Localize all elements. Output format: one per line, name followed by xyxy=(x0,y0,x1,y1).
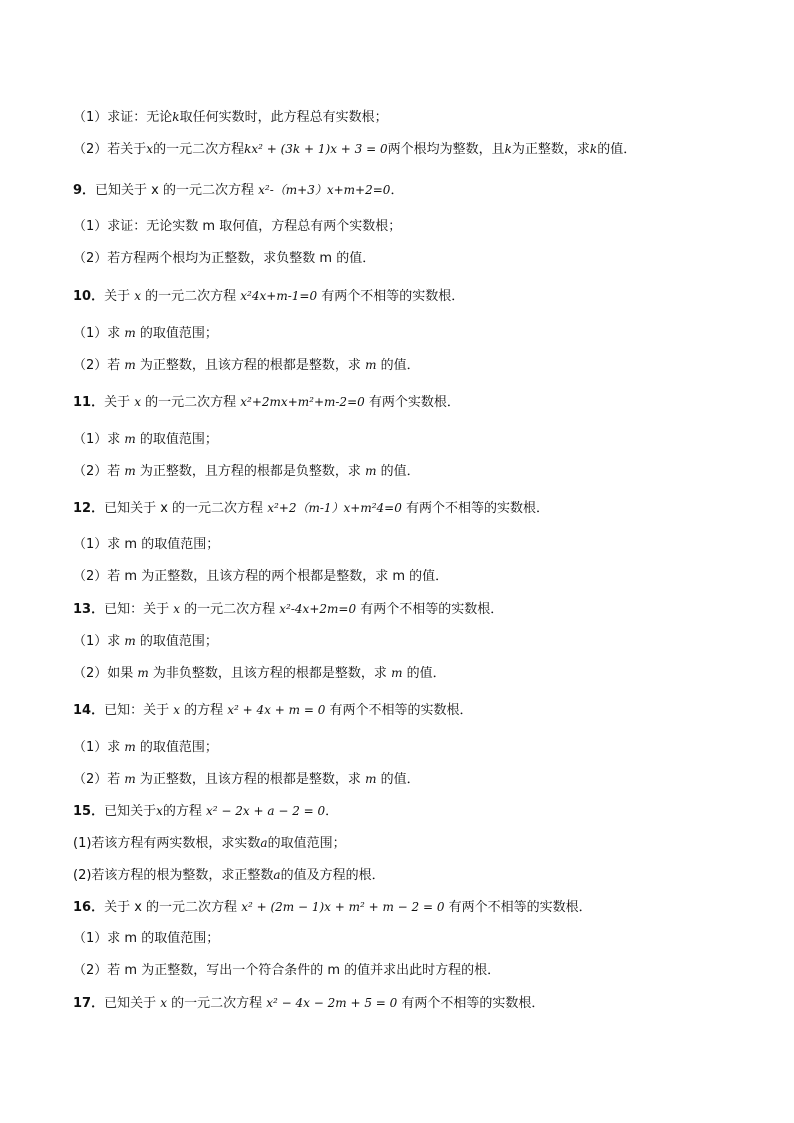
math-expression: m xyxy=(124,740,136,754)
math-expression: x² − 4x − 2m + 5 = 0 xyxy=(266,996,398,1010)
line-text: 已知关于 x 的一元二次方程 xyxy=(104,501,268,516)
math-expression: m xyxy=(365,772,377,786)
line-text: 的取值范围； xyxy=(135,432,218,447)
math-expression: m xyxy=(365,464,377,478)
line-text: （1）求 xyxy=(73,326,125,341)
line-text: 的取值范围； xyxy=(267,836,346,851)
line-text: 为正整数，求 xyxy=(511,142,590,157)
question-line xyxy=(73,181,403,200)
math-expression: k xyxy=(589,142,598,156)
question-number: 11． xyxy=(73,395,105,410)
question-line xyxy=(73,287,464,306)
line-text: （1）求证：无论实数 m 取何值，方程总有两个实数根； xyxy=(73,219,402,234)
line-text: 的一元二次方程 xyxy=(167,996,267,1011)
sub-question-line xyxy=(73,218,401,236)
sub-question-line xyxy=(73,108,388,127)
line-text: 的值． xyxy=(376,772,420,787)
line-text: 关于 xyxy=(104,289,135,304)
question-line xyxy=(73,802,338,821)
question-line xyxy=(73,600,503,619)
line-text: 的方程 xyxy=(162,804,207,819)
line-text: （2）若 xyxy=(73,464,125,479)
line-text: 有两个不相等的实数根． xyxy=(397,996,545,1011)
line-text: 有两个实数根． xyxy=(364,395,460,410)
question-number: 9． xyxy=(73,183,96,198)
question-line xyxy=(73,701,472,720)
math-expression: kx² + (3k + 1)x + 3 = 0 xyxy=(244,142,388,156)
question-line xyxy=(73,898,592,917)
question-number: 13． xyxy=(73,602,105,617)
sub-question-line xyxy=(73,324,218,343)
math-expression: a xyxy=(260,836,268,850)
line-text: （2）如果 xyxy=(73,666,138,681)
line-text: （2）若 m 为正整数，且该方程的两个根都是整数，求 m 的值． xyxy=(73,569,449,584)
line-text: （1）求证：无论 xyxy=(73,110,173,125)
math-expression: m xyxy=(124,432,136,446)
line-text: 的一元二次方程 xyxy=(153,142,245,157)
math-expression: x² + (2m − 1)x + m² + m − 2 = 0 xyxy=(241,900,445,914)
math-expression: m xyxy=(124,634,136,648)
math-expression: k xyxy=(504,142,512,156)
question-number: 10． xyxy=(73,289,105,304)
line-text: （1）求 xyxy=(73,432,125,447)
line-text: （2）若关于 xyxy=(73,142,147,157)
sub-question-line xyxy=(73,356,420,375)
math-expression: x xyxy=(134,395,142,409)
line-text: 的值． xyxy=(376,464,420,479)
line-text: 关于 x 的一元二次方程 xyxy=(104,900,242,915)
line-text: 有两个不相等的实数根． xyxy=(356,602,504,617)
line-text: 关于 xyxy=(104,395,135,410)
line-text: 已知关于 x 的一元二次方程 xyxy=(95,183,259,198)
math-expression: x xyxy=(146,142,154,156)
math-expression: x xyxy=(160,996,168,1010)
line-text: 的值． xyxy=(597,142,637,157)
math-expression: m xyxy=(124,464,136,478)
sub-question-line xyxy=(73,962,500,980)
math-expression: x xyxy=(156,804,163,818)
line-text: 两个根均为整数，且 xyxy=(387,142,505,157)
line-text: （2）若方程两个根均为正整数，求负整数 m 的值． xyxy=(73,251,376,266)
line-text: (2)若该方程的根为整数，求正整数 xyxy=(73,868,274,883)
math-expression: x²-（m+3）x+m+2=0 xyxy=(258,183,391,197)
line-text: 已知关于 xyxy=(104,804,157,819)
line-text: ． xyxy=(325,804,339,819)
line-text: 的一元二次方程 xyxy=(141,395,241,410)
math-expression: m xyxy=(124,358,136,372)
line-text: （1）求 m 的取值范围； xyxy=(73,931,220,946)
line-text: 有两个不相等的实数根． xyxy=(444,900,592,915)
line-text: （1）求 xyxy=(73,740,125,755)
sub-question-line xyxy=(73,930,219,948)
math-expression: x²+2mx+m²+m-2=0 xyxy=(240,395,365,409)
line-text: （2）若 xyxy=(73,772,125,787)
line-text: （2）若 m 为正整数，写出一个符合条件的 m 的值并求出此时方程的根． xyxy=(73,963,501,978)
sub-question-line xyxy=(73,770,420,789)
line-text: 的一元二次方程 xyxy=(180,602,280,617)
line-text: 为非负整数，且该方程的根都是整数，求 xyxy=(148,666,392,681)
math-expression: m xyxy=(365,358,377,372)
math-expression: m xyxy=(137,666,149,680)
line-text: 有两个不相等的实数根． xyxy=(317,289,465,304)
line-text: 为正整数，且该方程的根都是整数，求 xyxy=(135,358,366,373)
question-number: 14． xyxy=(73,703,105,718)
line-text: 的取值范围； xyxy=(135,326,218,341)
line-text: 取任何实数时，此方程总有实数根； xyxy=(179,110,388,125)
line-text: ． xyxy=(390,183,404,198)
sub-question-line xyxy=(73,738,218,757)
line-text: 的取值范围； xyxy=(135,634,218,649)
line-text: 已知关于 xyxy=(104,996,161,1011)
math-expression: a xyxy=(273,868,281,882)
question-number: 12． xyxy=(73,501,105,516)
math-expression: m xyxy=(124,326,136,340)
line-text: 的值． xyxy=(376,358,420,373)
math-expression: x²-4x+2m=0 xyxy=(279,602,357,616)
math-expression: x² + 4x + m = 0 xyxy=(227,703,326,717)
math-expression: x² − 2x + a − 2 = 0 xyxy=(206,804,326,818)
sub-question-line xyxy=(73,462,420,481)
sub-question-line xyxy=(73,140,636,159)
line-text: 的取值范围； xyxy=(135,740,218,755)
math-expression: x²+2（m-1）x+m²4=0 xyxy=(267,501,402,515)
line-text: 为正整数，且方程的根都是负整数，求 xyxy=(135,464,366,479)
sub-question-line xyxy=(73,664,446,683)
line-text: 的方程 xyxy=(180,703,228,718)
line-text: （1）求 m 的取值范围； xyxy=(73,537,220,552)
sub-question-line xyxy=(73,632,218,651)
line-text: 的值． xyxy=(402,666,446,681)
math-expression: x xyxy=(173,602,181,616)
line-text: （1）求 xyxy=(73,634,125,649)
sub-question-line xyxy=(73,430,218,449)
math-expression: k xyxy=(172,110,180,124)
question-line xyxy=(73,994,544,1013)
sub-question-line xyxy=(73,834,346,853)
line-text: 已知：关于 xyxy=(104,703,174,718)
line-text: 的值及方程的根． xyxy=(280,868,385,883)
question-number: 15． xyxy=(73,804,105,819)
line-text: 已知：关于 xyxy=(104,602,174,617)
math-expression: m xyxy=(391,666,403,680)
question-line xyxy=(73,499,549,518)
question-line xyxy=(73,393,460,412)
line-text: 有两个不相等的实数根． xyxy=(325,703,473,718)
sub-question-line xyxy=(73,536,219,554)
question-number: 17． xyxy=(73,996,105,1011)
math-expression: x²4x+m-1=0 xyxy=(240,289,318,303)
line-text: 为正整数，且该方程的根都是整数，求 xyxy=(135,772,366,787)
line-text: 有两个不相等的实数根． xyxy=(401,501,550,516)
math-expression: x xyxy=(134,289,142,303)
sub-question-line xyxy=(73,866,385,885)
sub-question-line xyxy=(73,568,448,586)
line-text: （2）若 xyxy=(73,358,125,373)
sub-question-line xyxy=(73,250,375,268)
question-number: 16． xyxy=(73,900,105,915)
math-expression: x xyxy=(173,703,181,717)
line-text: 的一元二次方程 xyxy=(141,289,241,304)
math-expression: m xyxy=(124,772,136,786)
line-text: (1)若该方程有两实数根，求实数 xyxy=(73,836,261,851)
